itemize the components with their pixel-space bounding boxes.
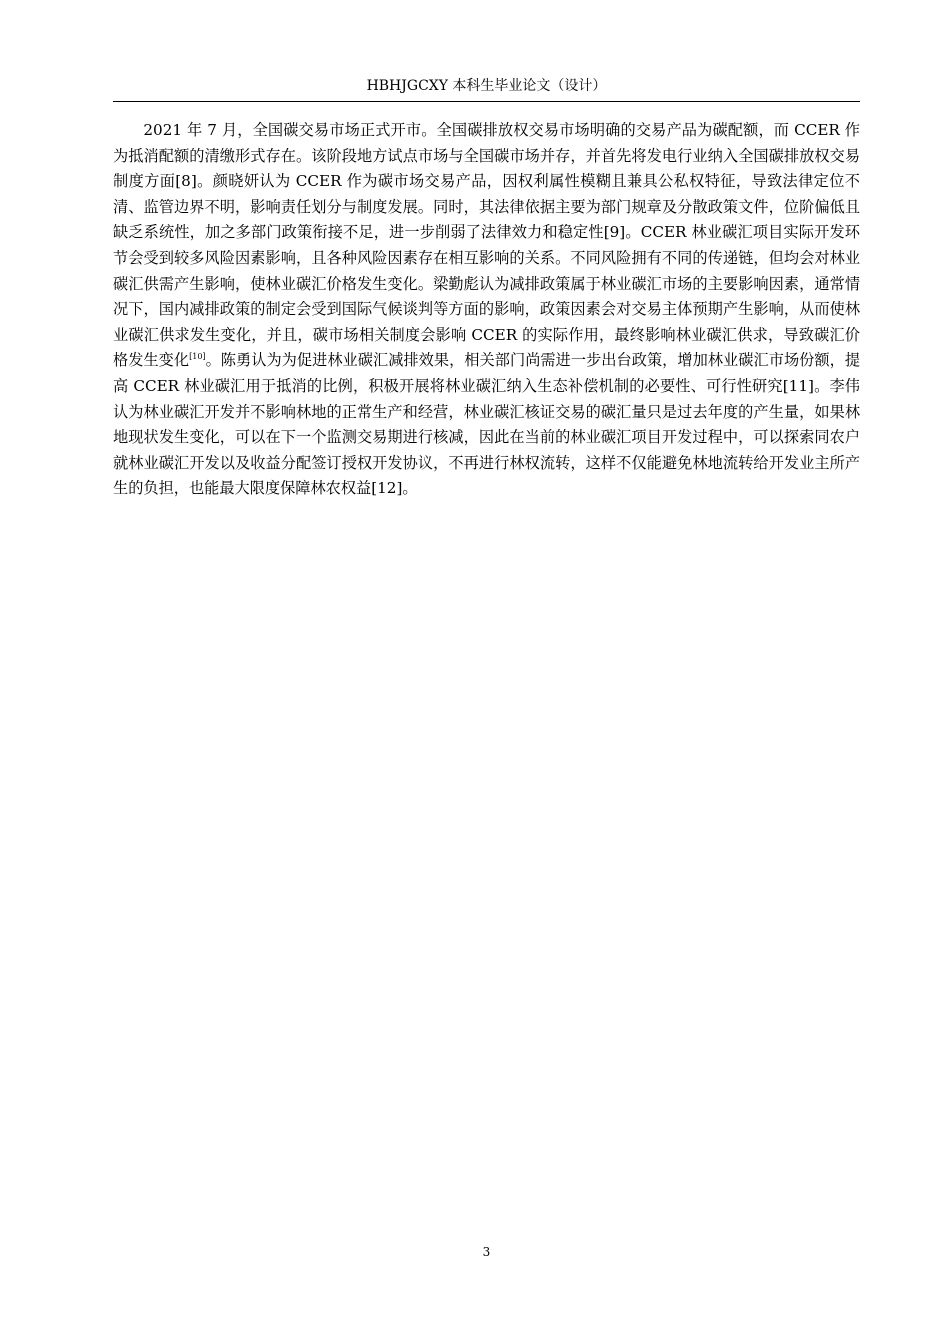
body-paragraph — [113, 118, 860, 502]
header-rule — [113, 101, 860, 102]
paragraph-text-part-2: 。陈勇认为为促进林业碳汇减排效果，相关部门尚需进一步出台政策，增加林业碳汇市场份额，提高 CCER 林业碳汇用于抵消的比例，积极开展将林业碳汇纳入生态补偿机制的必要性、可行性研究[11]。李伟认为林业碳汇开发并不影响林地的正常生产和经营，林业碳汇核证交易的碳汇量只是过去年度的产生量，如果林地现状发生变化，可以在下一个监测交易期进行核减，因此在当前的林业碳汇项目开发过程中，可以探索同农户就林业碳汇开发以及收益分配签订授权开发协议，不再进行林权流转，这样不仅能避免林地流转给开发业主所产生的负担，也能最大限度保障林农权益[12]。 — [113, 351, 861, 498]
citation-superscript: [10] — [189, 352, 206, 362]
paragraph-text-part-1: 2021 年 7 月，全国碳交易市场正式开市。全国碳排放权交易市场明确的交易产品为碳配额，而 CCER 作为抵消配额的清缴形式存在。该阶段地方试点市场与全国碳市场并存，并首先将发电行业纳入全国碳排放权交易制度方面[8]。颜晓妍认为 CCER 作为碳市场交易产品，因权利属性模糊且兼具公私权特征，导致法律定位不清、监管边界不明，影响责任划分与制度发展。同时，其法律依据主要为部门规章及分散政策文件，位阶偏低且缺乏系统性，加之多部门政策衔接不足，进一步削弱了法律效力和稳定性[9]。CCER 林业碳汇项目实际开发环节会受到较多风险因素影响，且各种风险因素存在相互影响的关系。不同风险拥有不同的传递链，但均会对林业碳汇供需产生影响，使林业碳汇价格发生变化。梁勤彪认为减排政策属于林业碳汇市场的主要影响因素，通常情况下，国内减排政策的制定会受到国际气候谈判等方面的影响，政策因素会对交易主体预期产生影响，从而使林业碳汇供求发生变化，并且，碳市场相关制度会影响 CCER 的实际作用，最终影响林业碳汇供求，导致碳汇价格发生变化 — [113, 121, 860, 370]
page-header: HBHJGCXY 本科生毕业论文（设计） — [366, 78, 607, 94]
page-number: 3 — [482, 1245, 491, 1259]
